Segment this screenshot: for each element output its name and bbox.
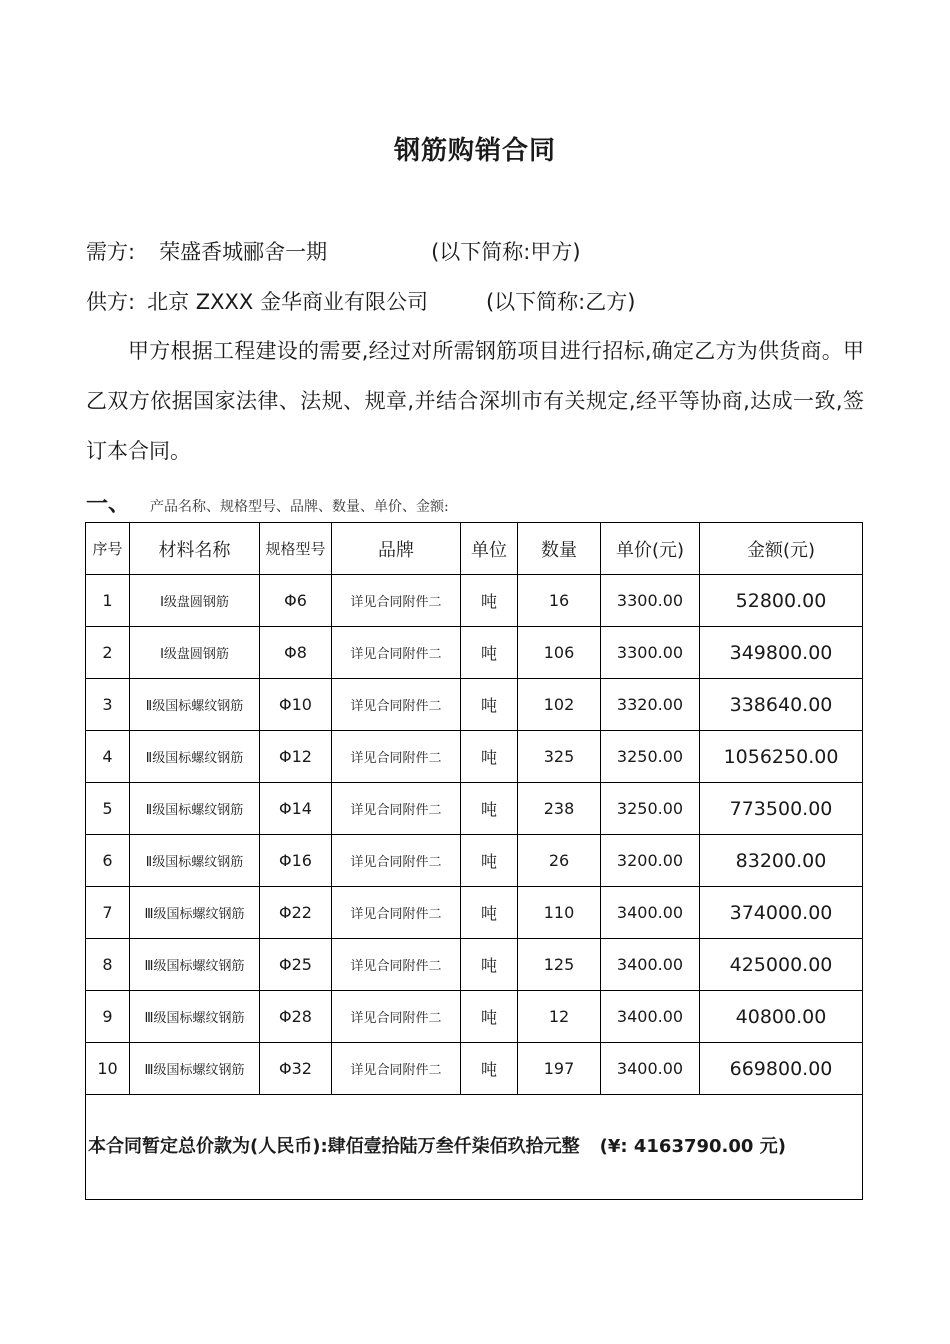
- cell-brand: 详见合同附件二: [332, 939, 461, 991]
- table-row: [86, 731, 863, 783]
- section-title: 产品名称、规格型号、品牌、数量、单价、金额:: [150, 499, 449, 515]
- table-row: [86, 939, 863, 991]
- cell-amount: 773500.00: [700, 783, 863, 835]
- total-row: [86, 1095, 863, 1200]
- cell-unit: 吨: [461, 679, 518, 731]
- cell-spec: Φ10: [260, 679, 332, 731]
- cell-unit-price: 3320.00: [601, 679, 700, 731]
- cell-unit: 吨: [461, 939, 518, 991]
- cell-unit: 吨: [461, 1043, 518, 1095]
- table-row: [86, 1043, 863, 1095]
- cell-quantity: 238: [518, 783, 601, 835]
- cell-unit-price: 3400.00: [601, 939, 700, 991]
- header-spec: 规格型号: [260, 523, 332, 575]
- cell-amount: 40800.00: [700, 991, 863, 1043]
- cell-unit: 吨: [461, 887, 518, 939]
- header-material: 材料名称: [130, 523, 260, 575]
- cell-index: 5: [86, 783, 130, 835]
- seller-alias: (以下简称:乙方): [485, 290, 636, 314]
- cell-material: Ⅰ级盘圆钢筋: [130, 627, 260, 679]
- buyer-label: 需方:: [86, 240, 136, 264]
- cell-material: Ⅱ级国标螺纹钢筋: [130, 835, 260, 887]
- table-row: [86, 991, 863, 1043]
- cell-index: 10: [86, 1043, 130, 1095]
- cell-quantity: 102: [518, 679, 601, 731]
- cell-brand: 详见合同附件二: [332, 627, 461, 679]
- section-number: 一、: [86, 492, 131, 517]
- cell-spec: Φ32: [260, 1043, 332, 1095]
- seller-line: [86, 286, 635, 316]
- seller-name: 北京 ZXXX 金华商业有限公司: [147, 290, 428, 314]
- seller-label: 供方:: [86, 290, 136, 314]
- cell-unit-price: 3250.00: [601, 731, 700, 783]
- table-header-row: [86, 523, 863, 575]
- cell-amount: 83200.00: [700, 835, 863, 887]
- cell-brand: 详见合同附件二: [332, 679, 461, 731]
- cell-amount: 669800.00: [700, 1043, 863, 1095]
- cell-unit: 吨: [461, 575, 518, 627]
- cell-unit-price: 3400.00: [601, 887, 700, 939]
- buyer-name: 荣盛香城郦舍一期: [159, 240, 328, 264]
- cell-index: 8: [86, 939, 130, 991]
- table-row: [86, 575, 863, 627]
- goods-table: [85, 522, 863, 1200]
- cell-spec: Φ16: [260, 835, 332, 887]
- section-heading: [86, 487, 449, 518]
- cell-unit: 吨: [461, 835, 518, 887]
- cell-material: Ⅱ级国标螺纹钢筋: [130, 731, 260, 783]
- table-row: [86, 835, 863, 887]
- cell-material: Ⅱ级国标螺纹钢筋: [130, 679, 260, 731]
- document-title: 钢筋购销合同: [393, 136, 556, 166]
- cell-spec: Φ8: [260, 627, 332, 679]
- cell-spec: Φ25: [260, 939, 332, 991]
- cell-amount: 52800.00: [700, 575, 863, 627]
- cell-index: 9: [86, 991, 130, 1043]
- table-row: [86, 783, 863, 835]
- cell-index: 3: [86, 679, 130, 731]
- table-row: [86, 627, 863, 679]
- cell-quantity: 26: [518, 835, 601, 887]
- cell-unit: 吨: [461, 627, 518, 679]
- cell-amount: 374000.00: [700, 887, 863, 939]
- cell-quantity: 16: [518, 575, 601, 627]
- cell-index: 1: [86, 575, 130, 627]
- cell-quantity: 12: [518, 991, 601, 1043]
- header-amount: 金额(元): [700, 523, 863, 575]
- buyer-line: [86, 236, 581, 266]
- cell-unit: 吨: [461, 731, 518, 783]
- cell-material: Ⅲ级国标螺纹钢筋: [130, 939, 260, 991]
- cell-quantity: 106: [518, 627, 601, 679]
- cell-unit-price: 3300.00: [601, 627, 700, 679]
- cell-material: Ⅱ级国标螺纹钢筋: [130, 783, 260, 835]
- cell-brand: 详见合同附件二: [332, 1043, 461, 1095]
- header-index: 序号: [86, 523, 130, 575]
- cell-unit-price: 3400.00: [601, 1043, 700, 1095]
- cell-brand: 详见合同附件二: [332, 835, 461, 887]
- cell-material: Ⅲ级国标螺纹钢筋: [130, 991, 260, 1043]
- cell-unit-price: 3400.00: [601, 991, 700, 1043]
- cell-brand: 详见合同附件二: [332, 783, 461, 835]
- cell-unit: 吨: [461, 991, 518, 1043]
- header-unit: 单位: [461, 523, 518, 575]
- cell-quantity: 197: [518, 1043, 601, 1095]
- intro-paragraph: 甲方根据工程建设的需要,经过对所需钢筋项目进行招标,确定乙方为供货商。甲乙双方依据国家法律、法规、规章,并结合深圳市有关规定,经平等协商,达成一致,签订本合同。: [86, 339, 864, 463]
- cell-spec: Φ28: [260, 991, 332, 1043]
- cell-material: Ⅲ级国标螺纹钢筋: [130, 1043, 260, 1095]
- cell-spec: Φ12: [260, 731, 332, 783]
- cell-unit-price: 3250.00: [601, 783, 700, 835]
- header-brand: 品牌: [332, 523, 461, 575]
- cell-brand: 详见合同附件二: [332, 991, 461, 1043]
- cell-spec: Φ6: [260, 575, 332, 627]
- cell-index: 6: [86, 835, 130, 887]
- header-unit-price: 单价(元): [601, 523, 700, 575]
- cell-unit: 吨: [461, 783, 518, 835]
- cell-unit-price: 3300.00: [601, 575, 700, 627]
- cell-quantity: 325: [518, 731, 601, 783]
- cell-material: Ⅲ级国标螺纹钢筋: [130, 887, 260, 939]
- buyer-alias: (以下简称:甲方): [431, 240, 581, 264]
- table-row: [86, 679, 863, 731]
- cell-index: 2: [86, 627, 130, 679]
- cell-brand: 详见合同附件二: [332, 731, 461, 783]
- cell-quantity: 110: [518, 887, 601, 939]
- cell-amount: 349800.00: [700, 627, 863, 679]
- cell-amount: 1056250.00: [700, 731, 863, 783]
- total-amount: (¥: 4163790.00 元): [599, 1136, 786, 1157]
- cell-brand: 详见合同附件二: [332, 575, 461, 627]
- cell-quantity: 125: [518, 939, 601, 991]
- cell-amount: 425000.00: [700, 939, 863, 991]
- cell-brand: 详见合同附件二: [332, 887, 461, 939]
- total-cell: [86, 1095, 863, 1200]
- cell-unit-price: 3200.00: [601, 835, 700, 887]
- cell-spec: Φ22: [260, 887, 332, 939]
- cell-amount: 338640.00: [700, 679, 863, 731]
- total-label: 本合同暂定总价款为(人民币):肆佰壹拾陆万叁仟柒佰玖拾元整: [88, 1136, 580, 1157]
- cell-index: 4: [86, 731, 130, 783]
- cell-spec: Φ14: [260, 783, 332, 835]
- cell-index: 7: [86, 887, 130, 939]
- cell-material: Ⅰ级盘圆钢筋: [130, 575, 260, 627]
- header-quantity: 数量: [518, 523, 601, 575]
- table-row: [86, 887, 863, 939]
